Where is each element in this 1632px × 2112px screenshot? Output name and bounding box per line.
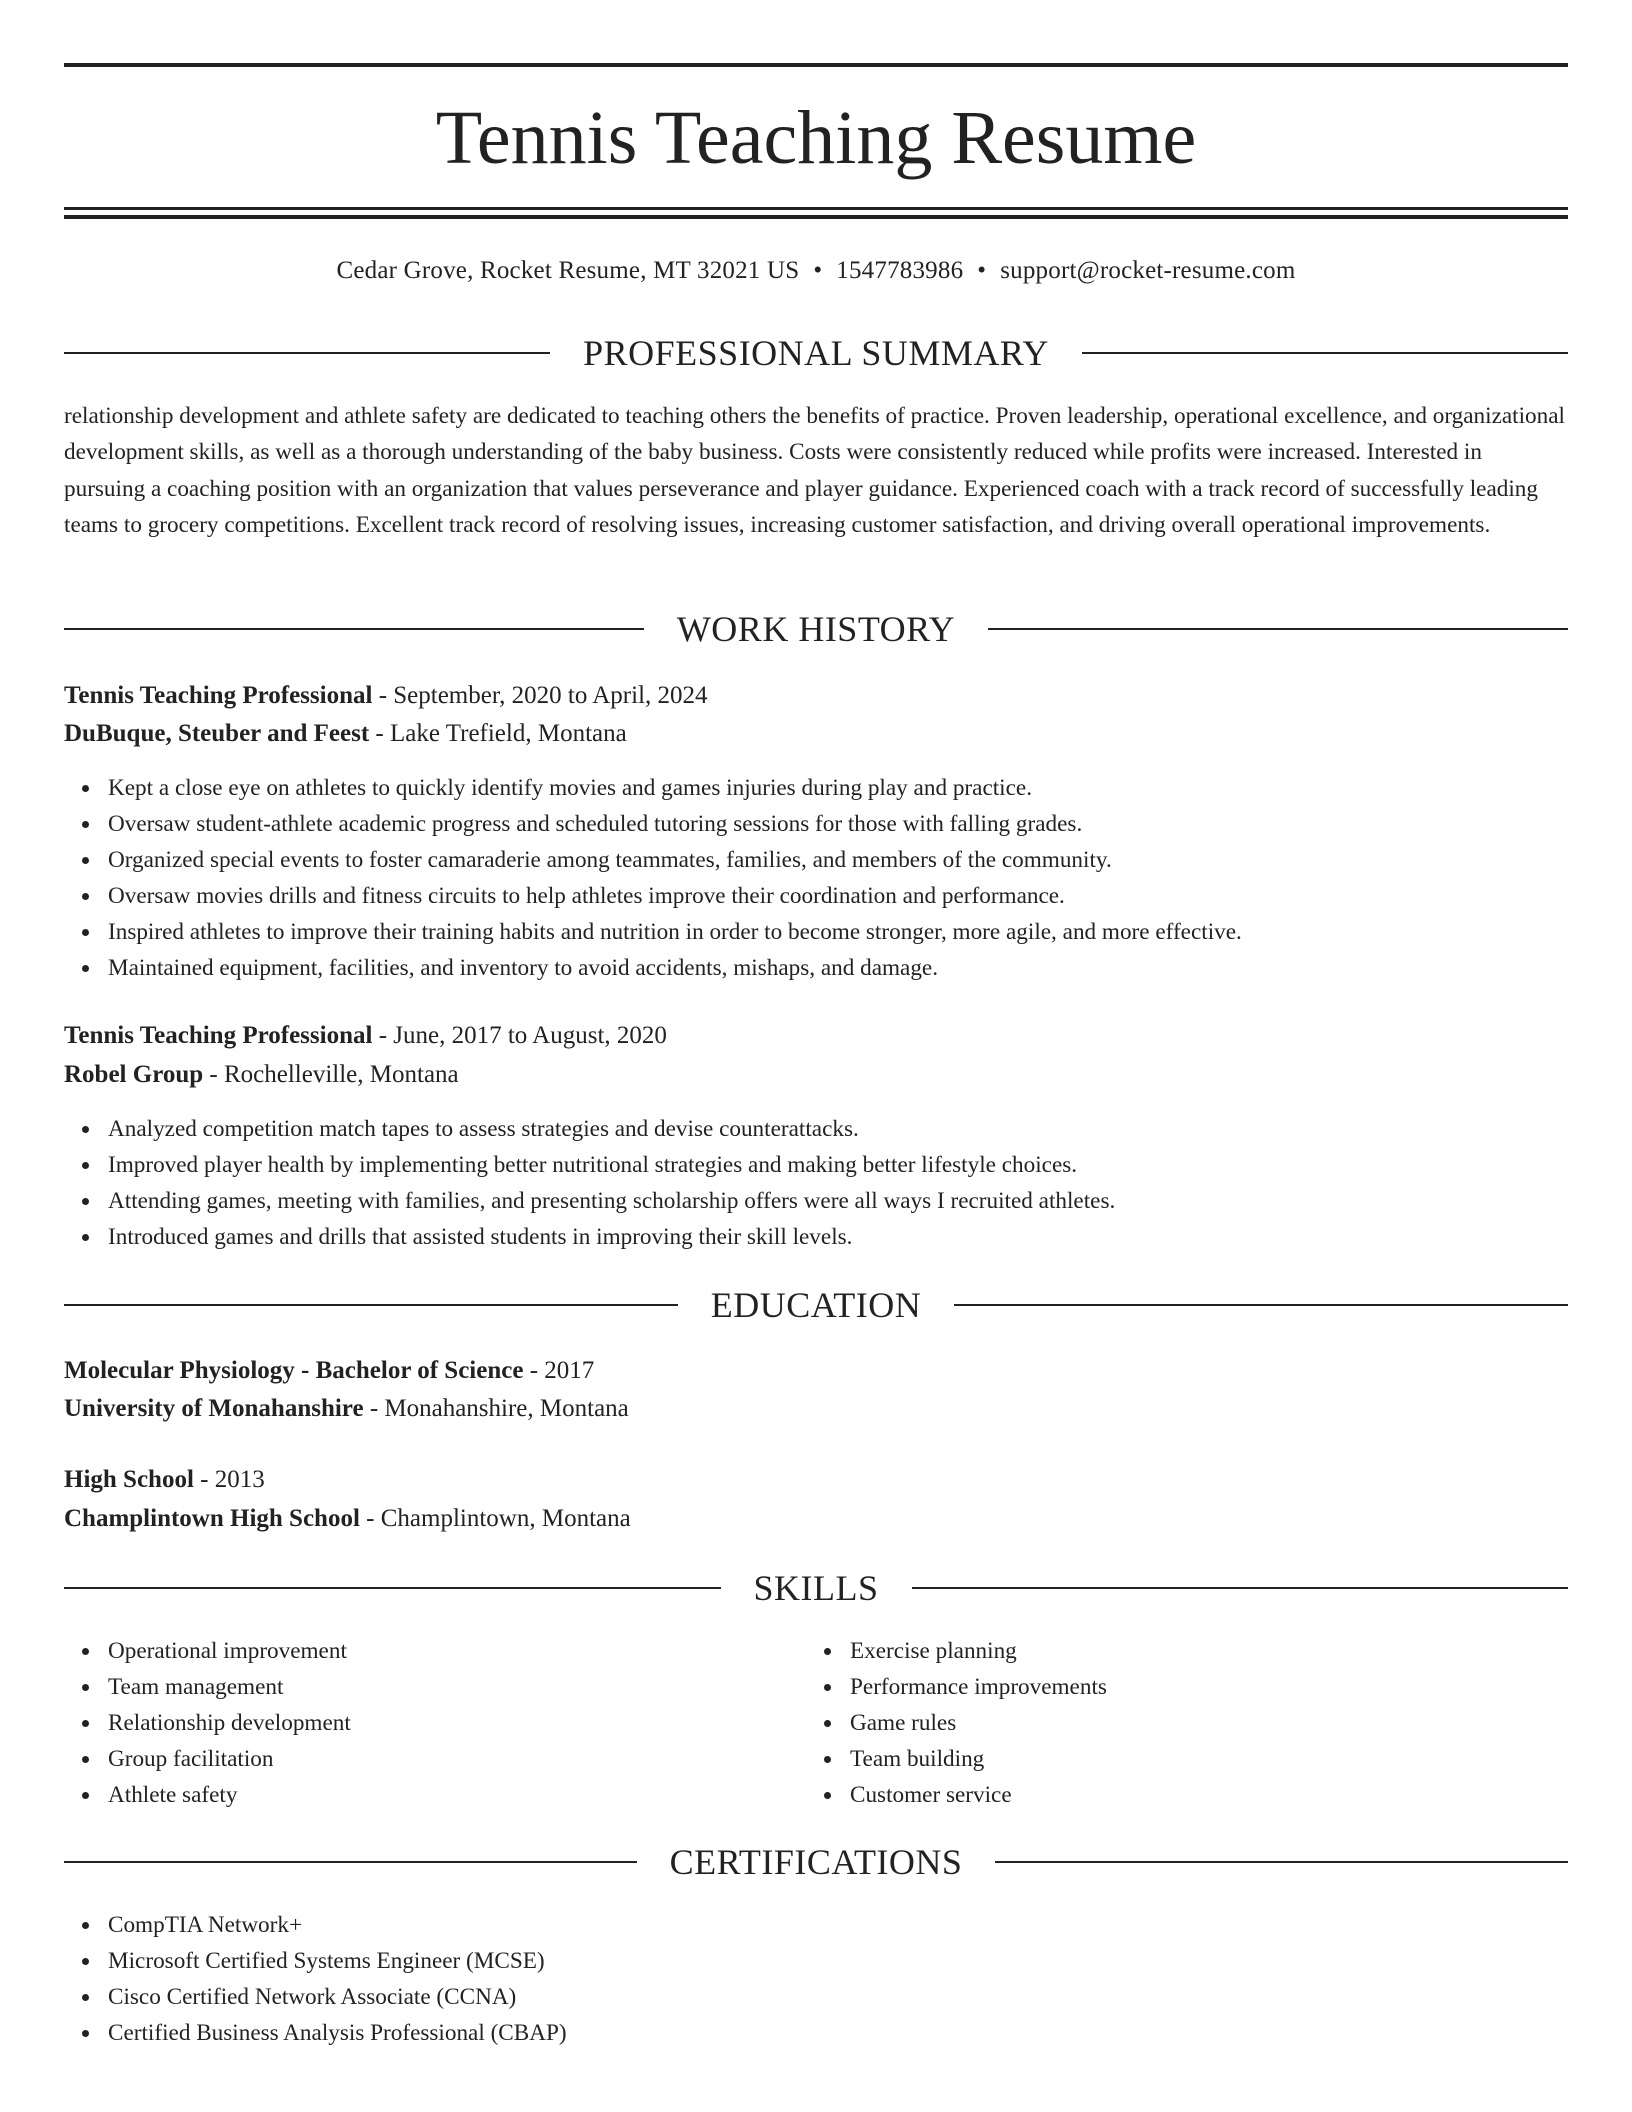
education-2-location: - Champlintown, Montana: [359, 1505, 631, 1532]
contact-address: Cedar Grove, Rocket Resume, MT 32021 US: [336, 257, 800, 284]
job-1-bullet: Oversaw movies drills and fitness circuits to help athletes improve their coordination and performance.: [108, 878, 1242, 914]
top-rule: [64, 63, 1568, 67]
heading-rule-left: [64, 1587, 721, 1589]
title-rule-upper: [64, 207, 1568, 210]
contact-phone: 1547783986: [836, 257, 964, 284]
job-1-title: Tennis Teaching Professional: [64, 682, 373, 709]
skill-item: Athlete safety: [108, 1777, 351, 1813]
job-2-company-line: [64, 1058, 1568, 1092]
education-2-degree: High School: [64, 1466, 194, 1493]
heading-rule-left: [64, 628, 644, 630]
job-2-bullet: Attending games, meeting with families, and presenting scholarship offers were all ways I recruited athletes.: [108, 1183, 1115, 1219]
job-2-company: Robel Group: [64, 1061, 204, 1088]
job-1-dates: - September, 2020 to April, 2024: [372, 682, 708, 709]
contact-separator: •: [977, 257, 987, 284]
summary-text: relationship development and athlete safety are dedicated to teaching others the benefits of practice. Proven leadership, operational excellence, and organizational development skills, as well as a thorough understanding of the baby business. Costs were consistently reduced while profits were increased. Interested in pursuing a coaching position with an organization that values perseverance and player guidance. Experienced coach with a track record of successfully leading teams to grocery competitions. Excellent track record of resolving issues, increasing customer satisfaction, and driving overall operational improvements.: [64, 403, 1565, 539]
resume-title: Tennis Teaching Resume: [435, 96, 1197, 180]
job-1-company: DuBuque, Steuber and Feest: [64, 720, 370, 747]
job-2-bullet: Introduced games and drills that assisted students in improving their skill levels.: [108, 1219, 1115, 1255]
heading-rule-right: [912, 1587, 1569, 1589]
education-1-degree: Molecular Physiology - Bachelor of Science: [64, 1357, 524, 1384]
job-2-dates: - June, 2017 to August, 2020: [372, 1022, 667, 1049]
heading-rule-left: [64, 352, 550, 354]
education-1-year: - 2017: [523, 1357, 595, 1384]
job-1-bullet: Organized special events to foster camaraderie among teammates, families, and members of the community.: [108, 842, 1242, 878]
contact-line: [64, 254, 1568, 288]
certification-item: Certified Business Analysis Professional (CBAP): [108, 2015, 567, 2051]
work-history-heading: [64, 607, 1568, 651]
heading-rule-right: [1082, 352, 1568, 354]
job-1-bullet: Oversaw student-athlete academic progress and scheduled tutoring sessions for those with falling grades.: [108, 806, 1242, 842]
skill-item: Team management: [108, 1669, 351, 1705]
education-2-degree-line: [64, 1463, 1568, 1497]
job-2-title: Tennis Teaching Professional: [64, 1022, 373, 1049]
education-2-year: - 2013: [193, 1466, 265, 1493]
job-1-bullet: Kept a close eye on athletes to quickly identify movies and games injuries during play and practice.: [108, 770, 1242, 806]
education-1-school: University of Monahanshire: [64, 1395, 364, 1422]
skill-item: Game rules: [850, 1705, 1107, 1741]
heading-rule-left: [64, 1861, 637, 1863]
work-history-heading-label: WORK HISTORY: [676, 609, 956, 649]
job-1-company-line: [64, 717, 1568, 751]
job-1-location: - Lake Trefield, Montana: [369, 720, 627, 747]
certification-item: Cisco Certified Network Associate (CCNA): [108, 1979, 567, 2015]
skill-item: Operational improvement: [108, 1633, 351, 1669]
skills-heading: [64, 1566, 1568, 1610]
job-2-bullet: Analyzed competition match tapes to assess strategies and devise counterattacks.: [108, 1111, 1115, 1147]
skill-item: Relationship development: [108, 1705, 351, 1741]
skill-item: Exercise planning: [850, 1633, 1107, 1669]
education-1-school-line: [64, 1392, 1568, 1426]
heading-rule-right: [988, 628, 1568, 630]
skill-item: Team building: [850, 1741, 1107, 1777]
education-1-location: - Monahanshire, Montana: [363, 1395, 629, 1422]
skill-item: Performance improvements: [850, 1669, 1107, 1705]
heading-rule-left: [64, 1304, 678, 1306]
certification-item: CompTIA Network+: [108, 1907, 567, 1943]
job-2-bullet: Improved player health by implementing better nutritional strategies and making better lifestyle choices.: [108, 1147, 1115, 1183]
job-1-bullet: Inspired athletes to improve their training habits and nutrition in order to become stronger, more agile, and more effective.: [108, 914, 1242, 950]
job-1-bullet: Maintained equipment, facilities, and inventory to avoid accidents, mishaps, and damage.: [108, 950, 1242, 986]
contact-email: support@rocket-resume.com: [1000, 257, 1296, 284]
job-2-location: - Rochelleville, Montana: [203, 1061, 459, 1088]
education-2-school-line: [64, 1502, 1568, 1536]
education-heading-label: EDUCATION: [710, 1285, 922, 1325]
certifications-heading-label: CERTIFICATIONS: [669, 1842, 963, 1882]
job-2-bullets: [64, 1111, 1115, 1255]
skill-item: Customer service: [850, 1777, 1107, 1813]
contact-separator: •: [813, 257, 823, 284]
heading-rule-right: [995, 1861, 1568, 1863]
summary-heading-label: PROFESSIONAL SUMMARY: [583, 333, 1049, 373]
job-2-title-line: [64, 1019, 1568, 1053]
skills-heading-label: SKILLS: [753, 1568, 879, 1608]
certification-item: Microsoft Certified Systems Engineer (MCSE): [108, 1943, 567, 1979]
job-1-title-line: [64, 679, 1568, 713]
job-1-bullets: [64, 770, 1242, 986]
title-rule-lower: [64, 215, 1568, 219]
certifications-heading: [64, 1840, 1568, 1884]
skills-list-right: [806, 1633, 1107, 1813]
education-2-school: Champlintown High School: [64, 1505, 360, 1532]
skills-list-left: [64, 1633, 351, 1813]
education-heading: [64, 1283, 1568, 1327]
summary-heading: [64, 331, 1568, 375]
education-1-degree-line: [64, 1354, 1568, 1388]
skill-item: Group facilitation: [108, 1741, 351, 1777]
certifications-list: [64, 1907, 567, 2051]
heading-rule-right: [954, 1304, 1568, 1306]
